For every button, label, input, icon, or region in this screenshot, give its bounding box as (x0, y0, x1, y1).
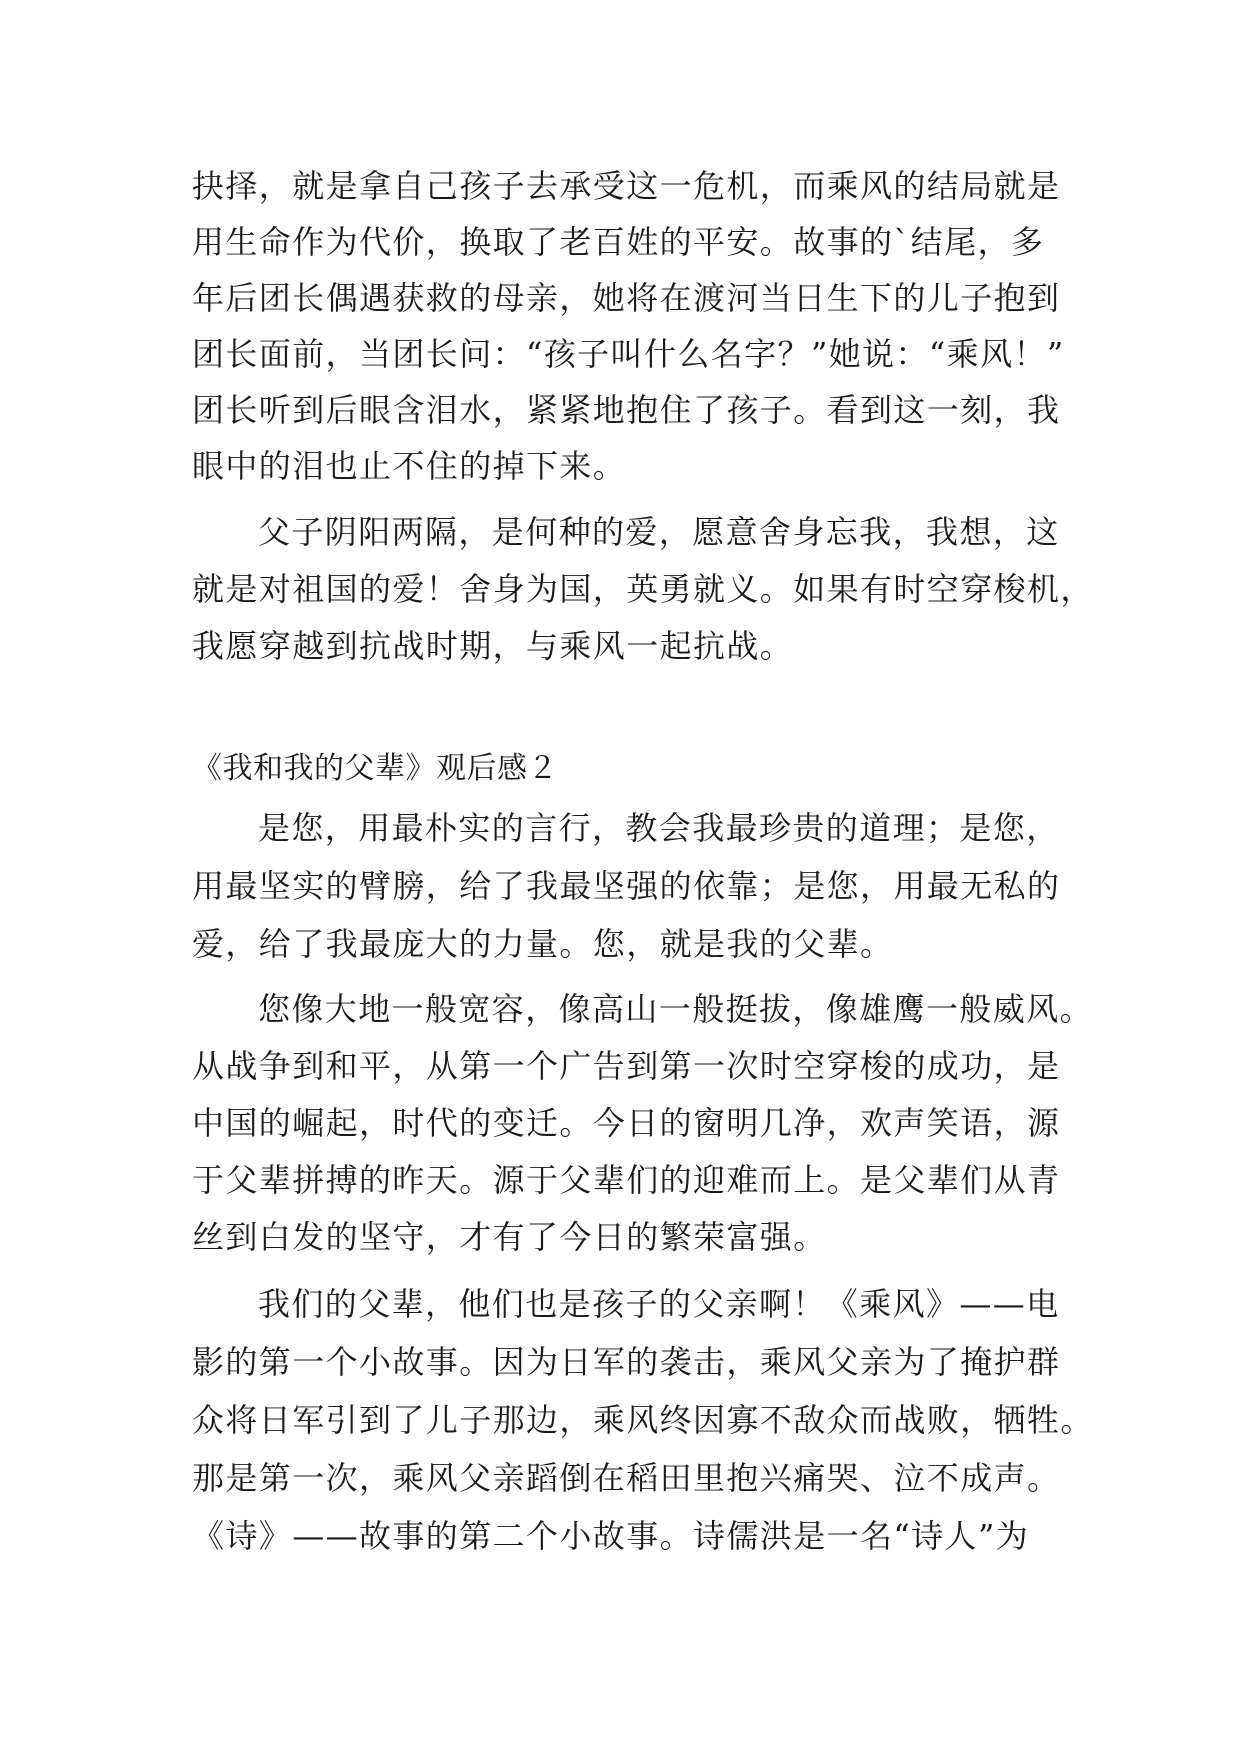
paragraph-line: 我愿穿越到抗战时期，与乘风一起抗战。 (192, 627, 794, 665)
paragraph-line: 是您，用最朴实的言行，教会我最珍贵的道理；是您， (258, 809, 1060, 847)
paragraph-line: 团长听到后眼含泪水，紧紧地抱住了孩子。看到这一刻，我 (192, 391, 1061, 429)
paragraph-line: 父子阴阳两隔，是何种的爱，愿意舍身忘我，我想，这 (258, 513, 1060, 551)
paragraph-line: 《诗》——故事的第二个小故事。诗儒洪是一名“诗人”为 (192, 1517, 1030, 1555)
paragraph-line: 团长面前，当团长问：“孩子叫什么名字？”她说：“乘风！” (192, 335, 1065, 373)
paragraph-line: 中国的崛起，时代的变迁。今日的窗明几净，欢声笑语，源 (192, 1104, 1061, 1142)
paragraph-line: 丝到白发的坚守，才有了今日的繁荣富强。 (192, 1218, 827, 1256)
paragraph-line: 从战争到和平，从第一个广告到第一次时空穿梭的成功，是 (192, 1047, 1061, 1085)
paragraph-line: 影的第一个小故事。因为日军的袭击，乘风父亲为了掩护群 (192, 1343, 1061, 1381)
paragraph-line: 爱，给了我最庞大的力量。您，就是我的父辈。 (192, 925, 894, 963)
paragraph-line: 就是对祖国的爱！舍身为国，英勇就义。如果有时空穿梭机， (192, 570, 1094, 608)
paragraph-line: 于父辈拼搏的昨天。源于父辈们的迎难而上。是父辈们从青 (192, 1161, 1061, 1199)
paragraph-line: 我们的父辈，他们也是孩子的父亲啊！《乘风》——电 (258, 1285, 1060, 1323)
paragraph-line: 众将日军引到了儿子那边，乘风终因寡不敌众而战败，牺牲。 (192, 1401, 1094, 1439)
paragraph-line: 那是第一次，乘风父亲蹈倒在稻田里抱兴痛哭、泣不成声。 (192, 1459, 1061, 1497)
section-heading: 《我和我的父辈》观后感２ (192, 751, 558, 786)
paragraph-line: 用最坚实的臂膀，给了我最坚强的依靠；是您，用最无私的 (192, 867, 1061, 905)
paragraph-line: 眼中的泪也止不住的掉下来。 (192, 447, 627, 485)
paragraph-line: 抉择，就是拿自己孩子去承受这一危机，而乘风的结局就是 (192, 167, 1061, 205)
paragraph-line: 年后团长偶遇获救的母亲，她将在渡河当日生下的儿子抱到 (192, 279, 1061, 317)
paragraph-line: 用生命作为代价，换取了老百姓的平安。故事的`结尾，多 (192, 223, 1045, 261)
paragraph-line: 您像大地一般宽容，像高山一般挺拔，像雄鹰一般威风。 (258, 990, 1094, 1028)
